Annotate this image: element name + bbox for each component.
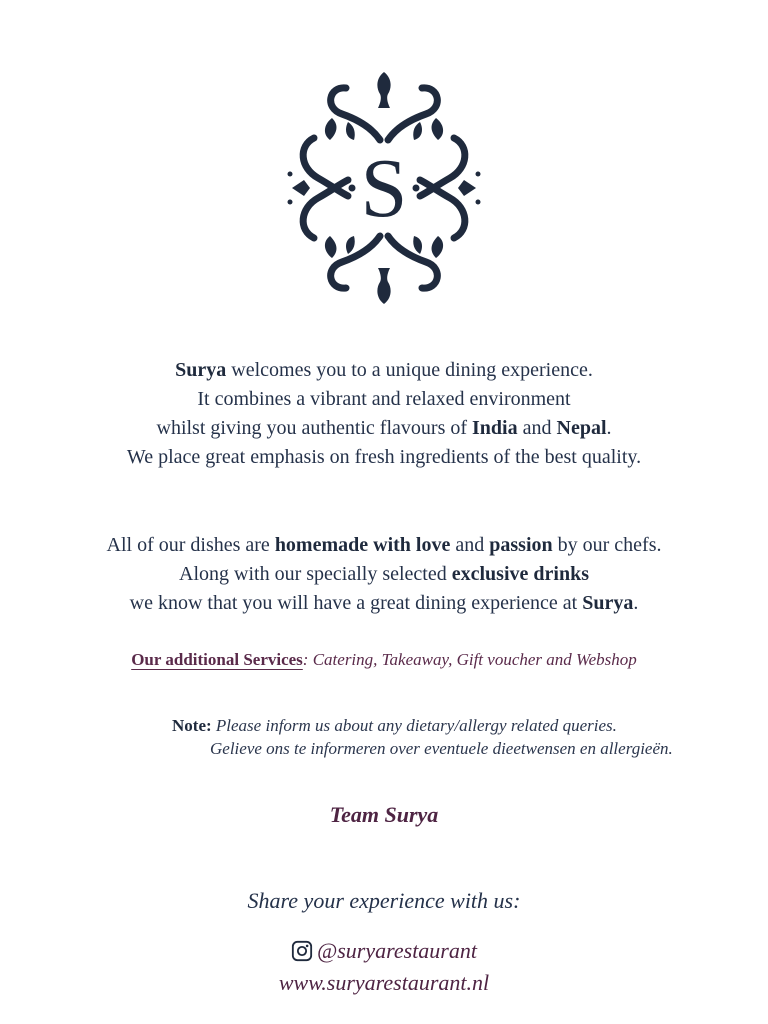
intro-line-4: We place great emphasis on fresh ingredients of the best quality. bbox=[126, 446, 642, 468]
team-signature: Team Surya bbox=[329, 802, 439, 827]
note-label: Note: bbox=[172, 716, 212, 735]
intro-line-2: It combines a vibrant and relaxed environment bbox=[197, 388, 571, 410]
instagram-handle[interactable]: @suryarestaurant bbox=[317, 938, 477, 963]
dishes-line-2: Along with our specially selected exclusive drinks bbox=[179, 563, 589, 585]
website-link[interactable]: www.suryarestaurant.nl bbox=[278, 970, 490, 995]
additional-services bbox=[0, 650, 768, 670]
surya-logo bbox=[284, 68, 484, 308]
note-dutch: Gelieve ons te informeren over eventuele dieetwensen en allergieën. bbox=[210, 739, 673, 758]
dishes-line-1: All of our dishes are homemade with love and passion by our chefs. bbox=[106, 534, 662, 556]
services-list: : Catering, Takeaway, Gift voucher and Webshop bbox=[302, 650, 637, 669]
logo-monogram: S bbox=[360, 142, 408, 235]
instagram-icon bbox=[291, 940, 313, 962]
intro-paragraph bbox=[0, 356, 768, 472]
share-heading: Share your experience with us: bbox=[247, 888, 521, 913]
note-english: Please inform us about any dietary/allergy related queries. bbox=[211, 716, 617, 735]
intro-line-1: Surya welcomes you to a unique dining experience. bbox=[175, 359, 593, 381]
dietary-note bbox=[172, 714, 673, 760]
dishes-paragraph bbox=[0, 531, 768, 618]
services-label: Our additional Services bbox=[131, 650, 303, 669]
dishes-line-3: we know that you will have a great dining experience at Surya. bbox=[129, 592, 639, 614]
intro-line-3: whilst giving you authentic flavours of India and Nepal. bbox=[156, 417, 612, 439]
instagram-link[interactable] bbox=[0, 938, 768, 964]
